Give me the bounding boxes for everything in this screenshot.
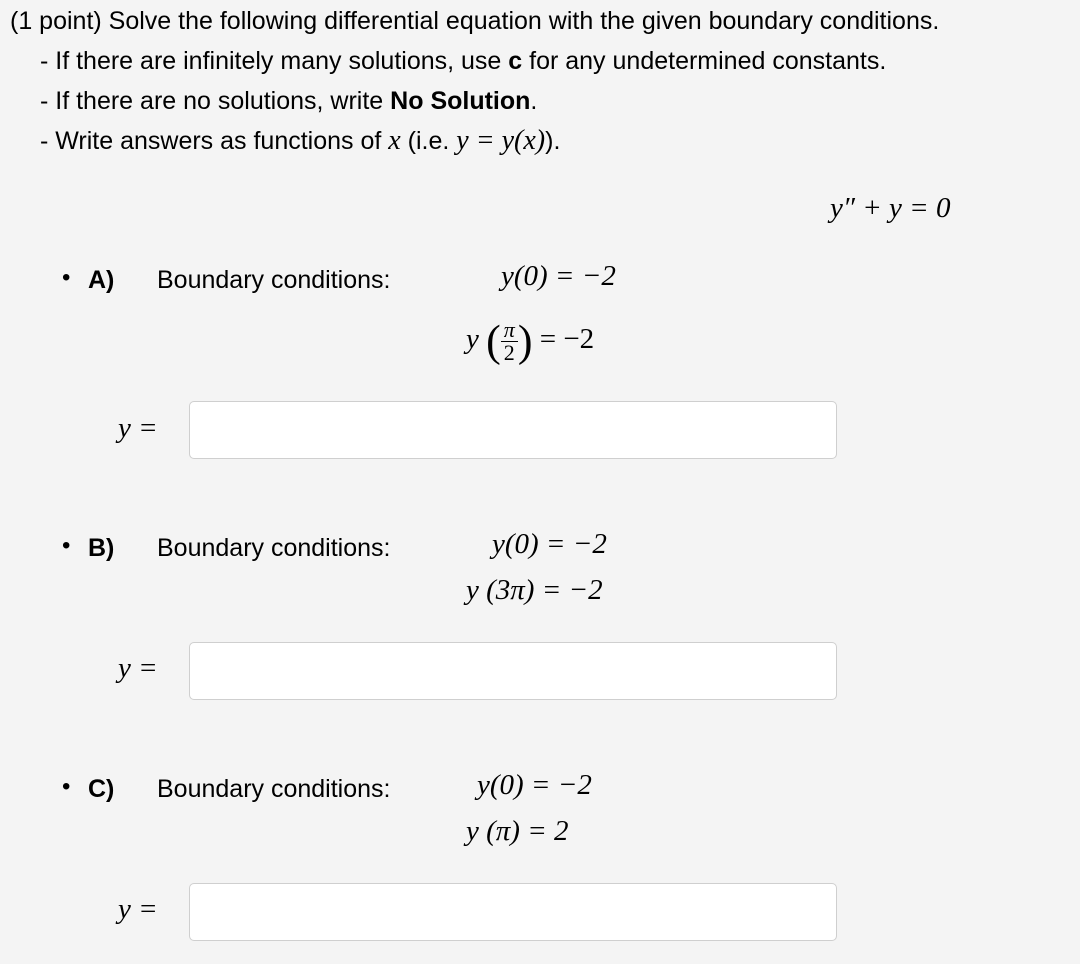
part-b-answer-label: y = (118, 652, 158, 684)
instruction-1-text-end: for any undetermined constants. (522, 47, 887, 75)
part-c-bc2: y (π) = 2 (466, 815, 569, 847)
instruction-2 (40, 86, 537, 116)
part-a-bc2-func: y (466, 323, 479, 355)
part-c-answer-input[interactable] (189, 883, 837, 941)
part-c-label: C) (88, 775, 115, 803)
instruction-1-bold: c (508, 47, 523, 75)
instruction-3-mid: (i.e. (400, 127, 457, 155)
fraction-denominator: 2 (503, 339, 515, 365)
part-a-answer-label: y = (118, 412, 158, 444)
part-a-bc2 (466, 304, 594, 374)
instruction-3-var: x (388, 125, 401, 156)
part-b-label: B) (88, 534, 115, 562)
part-b-answer-input[interactable] (189, 642, 837, 700)
instruction-1-text: - If there are infinitely many solutions, use (40, 47, 509, 75)
instruction-2-text-end: . (530, 87, 538, 115)
bullet-b: • (62, 532, 71, 559)
left-paren: ( (486, 316, 501, 366)
instruction-3 (40, 126, 560, 156)
instruction-3-text-end: ). (545, 127, 561, 155)
differential-equation: y″ + y = 0 (830, 192, 951, 224)
points-label: (1 point) (10, 7, 102, 35)
bullet-a: • (62, 264, 71, 291)
instruction-1 (40, 46, 886, 76)
problem-statement (10, 6, 939, 36)
part-c-answer-label: y = (118, 893, 158, 925)
part-a-bc1: y(0) = −2 (501, 260, 616, 292)
part-a-label: A) (88, 266, 115, 294)
part-b-bc-label: Boundary conditions: (157, 534, 391, 562)
part-a-bc2-fraction (501, 316, 518, 365)
part-b-bc1: y(0) = −2 (492, 528, 607, 560)
instruction-3-text: - Write answers as functions of (40, 127, 389, 155)
statement-text: Solve the following differential equation with the given boundary conditions. (108, 7, 940, 35)
right-paren: ) (517, 316, 533, 366)
part-a-bc-label: Boundary conditions: (157, 266, 391, 294)
part-a-bc2-rhs: = −2 (539, 323, 595, 355)
part-a-answer-input[interactable] (189, 401, 837, 459)
instruction-2-bold: No Solution (390, 87, 531, 115)
instruction-3-math: y = y(x) (456, 125, 546, 156)
part-c-bc1: y(0) = −2 (477, 769, 592, 801)
part-c-bc-label: Boundary conditions: (157, 775, 391, 803)
instruction-2-text: - If there are no solutions, write (40, 87, 391, 115)
part-b-bc2: y (3π) = −2 (466, 574, 603, 606)
fraction-numerator: π (501, 319, 518, 342)
bullet-c: • (62, 773, 71, 800)
